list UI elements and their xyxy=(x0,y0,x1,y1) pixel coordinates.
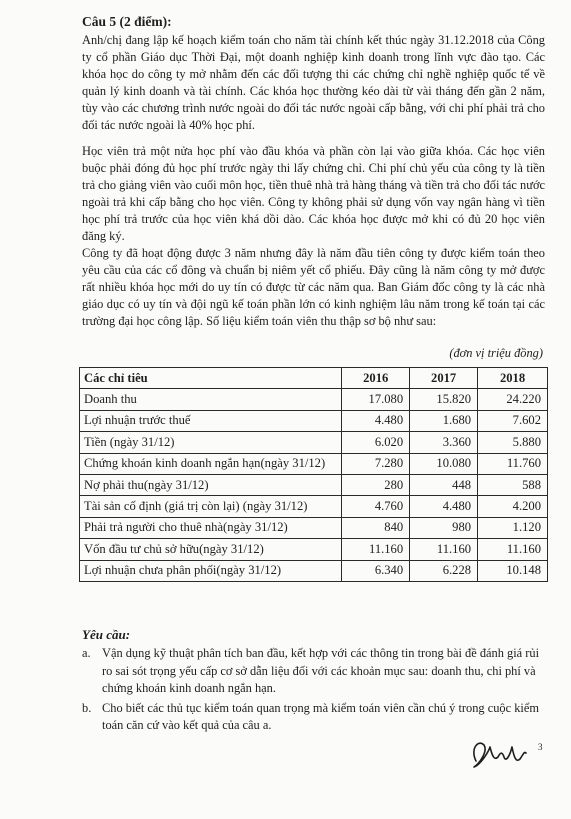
question-heading: Câu 5 (2 điểm): xyxy=(82,14,172,29)
header-indicator: Các chỉ tiêu xyxy=(80,368,342,389)
cell-value: 1.120 xyxy=(478,517,548,538)
cell-value: 6.340 xyxy=(342,560,410,581)
row-label: Tài sản cố định (giá trị còn lại) (ngày 31/12) xyxy=(80,496,342,517)
row-label: Lợi nhuận chưa phân phối(ngày 31/12) xyxy=(80,560,342,581)
table-row xyxy=(80,410,548,431)
cell-value: 4.480 xyxy=(342,410,410,431)
table-header-row xyxy=(80,368,548,389)
cell-value: 4.480 xyxy=(410,496,478,517)
list-item xyxy=(82,700,545,735)
cell-value: 11.160 xyxy=(410,539,478,560)
financial-data-table xyxy=(79,367,548,582)
cell-value: 24.220 xyxy=(478,389,548,410)
table-row xyxy=(80,474,548,495)
table-row xyxy=(80,560,548,581)
cell-value: 588 xyxy=(478,474,548,495)
cell-value: 448 xyxy=(410,474,478,495)
cell-value: 980 xyxy=(410,517,478,538)
paragraph-tuition: Học viên trả một nửa học phí vào đầu khóa và phần còn lại vào giữa khóa. Các học viên buộc phải đóng đủ học phí trước ngày thi lấy chứng chỉ. Chi phí chủ yếu của công ty là tiền trả cho giảng viên vào cuối môn học, tiền thuê nhà trả hàng tháng và tiền trả cho đối tác nước ngoài trả khi cấp bằng cho học viên. Công ty không phải sử dụng vốn vay ngân hàng vì tiền học phí trả trước của học viên khá dồi dào. Các khóa học được mở khi có đủ 20 học viên đăng ký. xyxy=(82,144,545,244)
table-row xyxy=(80,496,548,517)
cell-value: 7.602 xyxy=(478,410,548,431)
row-label: Tiền (ngày 31/12) xyxy=(80,432,342,453)
row-label: Vốn đầu tư chủ sở hữu(ngày 31/12) xyxy=(80,539,342,560)
handwritten-signature xyxy=(466,735,536,775)
paragraph-company: Công ty đã hoạt động được 3 năm nhưng đây là năm đầu tiên công ty được kiểm toán theo yêu cầu của các cổ đông và chuẩn bị niêm yết cổ phiếu. Đây cũng là năm công ty mở được rất nhiều khóa học mới do uy tín có được từ các năm qua. Ban Giám đốc công ty là các nhà giáo dục có uy tín và đội ngũ kế toán phần lớn có kinh nghiệm lâu năm trong kế toán tại các trường đại học công lập. Số liệu kiểm toán viên thu thập sơ bộ như sau: xyxy=(82,246,545,329)
row-label: Nợ phải thu(ngày 31/12) xyxy=(80,474,342,495)
header-year-2017: 2017 xyxy=(410,368,478,389)
table-row xyxy=(80,517,548,538)
item-text: Cho biết các thủ tục kiểm toán quan trọng mà kiểm toán viên cần chú ý trong cuộc kiểm toán căn cứ vào kết quả của câu a. xyxy=(102,700,539,733)
row-label: Phải trả người cho thuê nhà(ngày 31/12) xyxy=(80,517,342,538)
row-label: Doanh thu xyxy=(80,389,342,410)
cell-value: 10.080 xyxy=(410,453,478,474)
cell-value: 4.200 xyxy=(478,496,548,517)
table-row xyxy=(80,432,548,453)
cell-value: 11.160 xyxy=(342,539,410,560)
cell-value: 280 xyxy=(342,474,410,495)
cell-value: 7.280 xyxy=(342,453,410,474)
table-row xyxy=(80,453,548,474)
cell-value: 4.760 xyxy=(342,496,410,517)
page-number: 3 xyxy=(538,742,543,752)
item-text: Vận dụng kỹ thuật phân tích ban đầu, kết hợp với các thông tin trong bài đề đánh giá rủi ro sai sót trọng yếu cấp cơ sở dẫn liệu đối với các khoản mục sau: doanh thu, chi phí và chứng khoán kinh doanh ngắn hạn. xyxy=(102,646,540,696)
list-item xyxy=(82,645,545,698)
cell-value: 840 xyxy=(342,517,410,538)
header-year-2016: 2016 xyxy=(342,368,410,389)
table-row xyxy=(80,389,548,410)
cell-value: 6.020 xyxy=(342,432,410,453)
item-marker: a. xyxy=(82,646,91,660)
paragraph-intro: Anh/chị đang lập kế hoạch kiểm toán cho năm tài chính kết thúc ngày 31.12.2018 của Công ty cổ phần Giáo dục Thời Đại, một doanh nghiệp kinh doanh trong lĩnh vực đào tạo. Các khóa học do công ty mở nhằm đến các đối tượng thi các chứng chỉ nghề nghiệp quốc tế về quản lý kinh doanh và tài chính. Các khóa học thường kéo dài từ vài tháng đến gần 2 năm, tùy vào các chương trình nước ngoài do đối tác nước ngoài cấp bằng, với chi phí phải trả cho đối tác nước ngoài là 40% học phí. xyxy=(82,33,545,133)
cell-value: 11.160 xyxy=(478,539,548,560)
cell-value: 15.820 xyxy=(410,389,478,410)
cell-value: 11.760 xyxy=(478,453,548,474)
cell-value: 5.880 xyxy=(478,432,548,453)
requirements-title: Yêu cầu: xyxy=(82,627,131,642)
item-marker: b. xyxy=(82,700,92,715)
row-label: Lợi nhuận trước thuế xyxy=(80,410,342,431)
cell-value: 6.228 xyxy=(410,560,478,581)
cell-value: 10.148 xyxy=(478,560,548,581)
cell-value: 3.360 xyxy=(410,432,478,453)
requirements-list xyxy=(82,645,545,737)
row-label: Chứng khoán kinh doanh ngắn hạn(ngày 31/12) xyxy=(80,453,342,474)
cell-value: 17.080 xyxy=(342,389,410,410)
unit-note: (đơn vị triệu đồng) xyxy=(449,346,543,360)
cell-value: 1.680 xyxy=(410,410,478,431)
table-row xyxy=(80,539,548,560)
header-year-2018: 2018 xyxy=(478,368,548,389)
